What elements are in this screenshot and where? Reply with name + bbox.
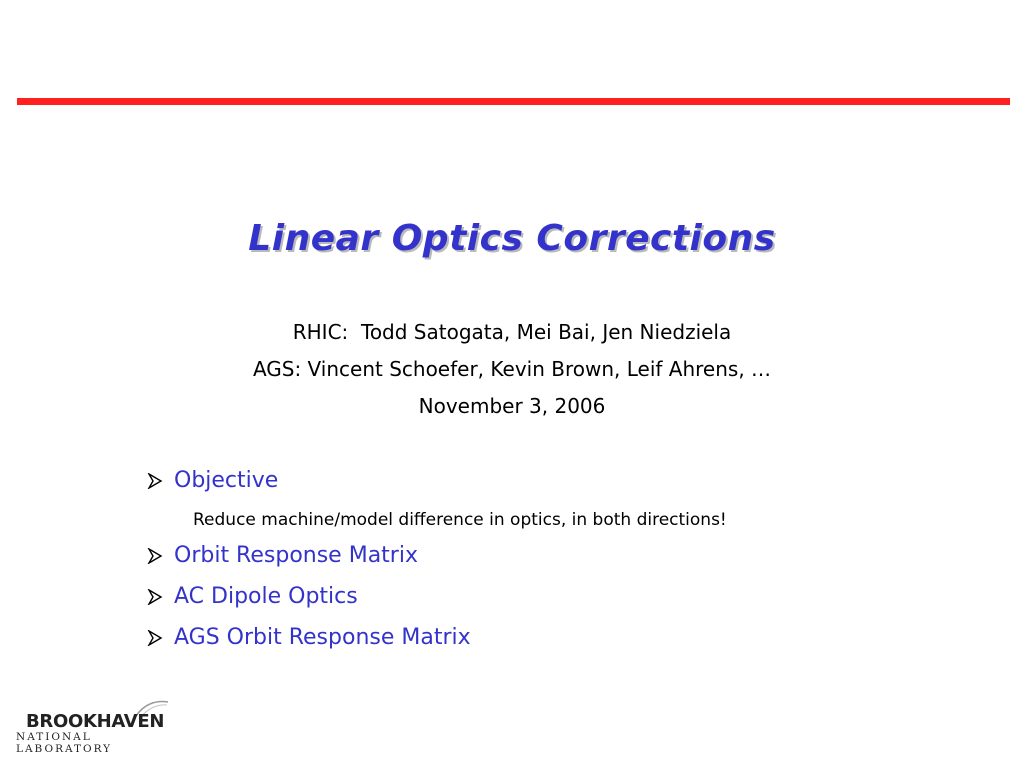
ags-authors: AGS: Vincent Schoefer, Kevin Brown, Leif Ahrens, …: [252, 357, 772, 381]
arrowhead-bullet-icon: [147, 473, 163, 489]
bullet-item-orbit-response-matrix: [147, 541, 967, 582]
bullet-label: Objective: [174, 468, 279, 493]
arrowhead-bullet-icon: [147, 630, 163, 646]
bullet-label: AC Dipole Optics: [174, 584, 358, 609]
bullet-item-ags-orbit-response-matrix: [147, 623, 967, 664]
arrowhead-bullet-icon: [147, 548, 163, 564]
logo-subtitle: NATIONAL LABORATORY: [16, 731, 113, 755]
brookhaven-logo: [16, 698, 192, 755]
bullet-item-ac-dipole-optics: [147, 582, 967, 623]
sub-bullet-objective-detail: [147, 507, 967, 541]
arrowhead-bullet-icon: [147, 589, 163, 605]
slide-title: Linear Optics Corrections: [248, 218, 776, 259]
presentation-date: November 3, 2006: [418, 394, 606, 418]
logo-name: BROOKHAVEN: [26, 711, 165, 732]
top-red-rule: [17, 98, 1010, 105]
bullet-label: Orbit Response Matrix: [174, 543, 418, 568]
bullet-list: [147, 466, 967, 664]
bullet-label: AGS Orbit Response Matrix: [174, 625, 471, 650]
sub-bullet-text: Reduce machine/model difference in optics, in both directions!: [193, 510, 727, 530]
bullet-item-objective: [147, 466, 967, 507]
author-block: [0, 314, 1024, 425]
rhic-authors: RHIC: Todd Satogata, Mei Bai, Jen Niedziela: [292, 320, 732, 344]
